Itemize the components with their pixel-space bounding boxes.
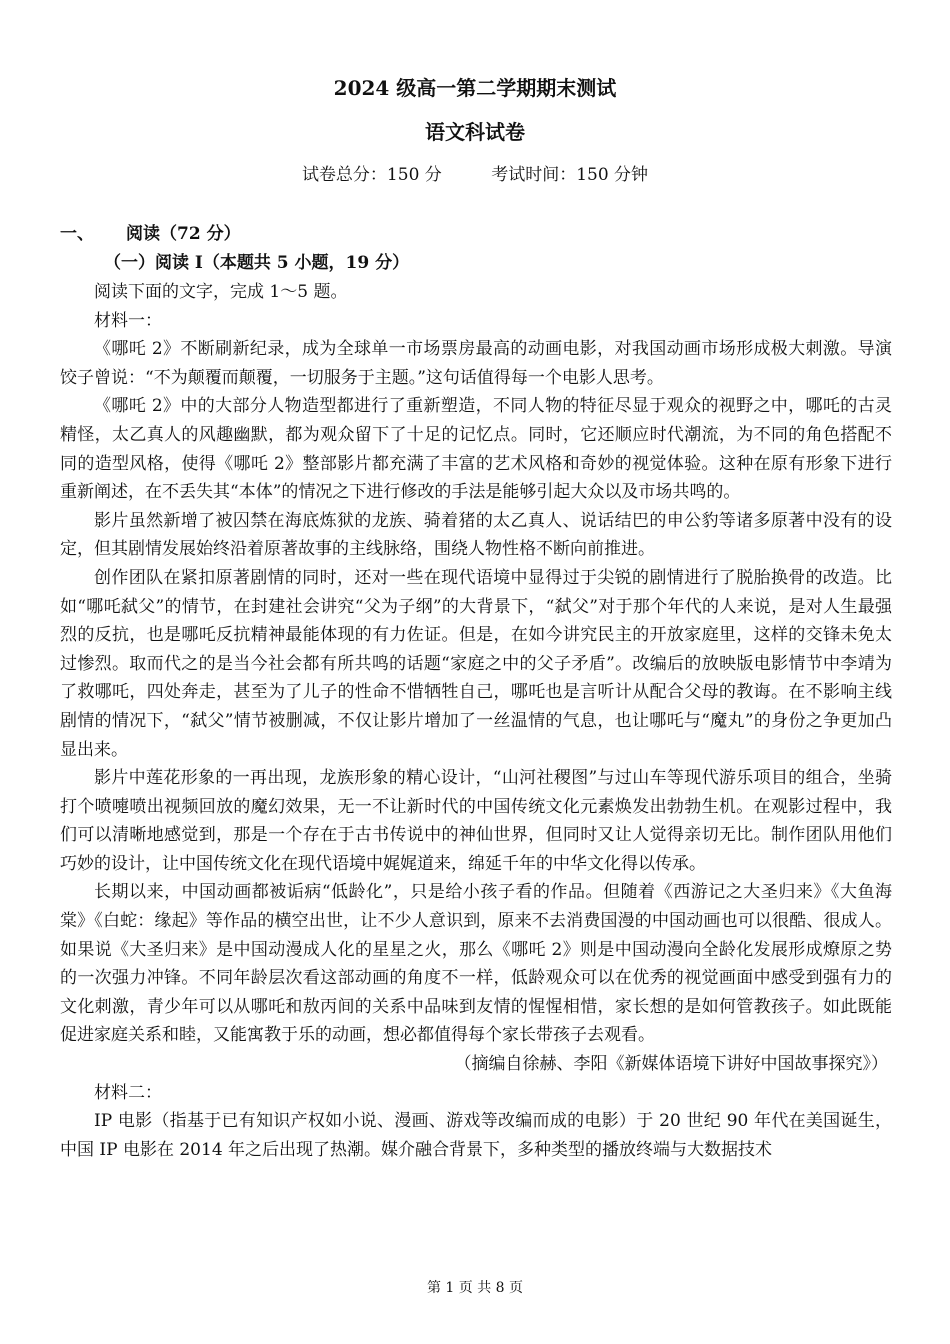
total-score: 试卷总分：150 分	[301, 165, 442, 185]
material1-source: （摘编自徐赫、李阳《新媒体语境下讲好中国故事探究》）	[454, 1054, 888, 1075]
section-heading	[60, 219, 241, 244]
paragraph: 长期以来，中国动画都被诟病“低龄化”，只是给小孩子看的作品。但随着《西游记之大圣归来》《大鱼海棠》《白蛇：缘起》等作品的横空出世，让不少人意识到，原来不去消费国漫的中国动画也可以很酷、很成人。如果说《大圣归来》是中国动漫成人化的星星之火，那么《哪吒 2》则是中国动漫向全龄化发展形成燎原之势的一次强力冲锋。不同年龄层次看这部动画的角度不一样，低龄观众可以在优秀的视觉画面中感受到强有力的文化刺激，青少年可以从哪吒和敖丙间的关系中品味到友情的惺惺相惜，家长想的是如何管教孩子。如此既能促进家庭关系和睦，又能寓教于乐的动画，想必都值得每个家长带孩子去观看。	[60, 882, 892, 1046]
exam-time: 考试时间：150 分钟	[491, 165, 649, 185]
instruction: 阅读下面的文字，完成 1～5 题。	[94, 282, 348, 302]
paragraph: 影片中莲花形象的一再出现，龙族形象的精心设计，“山河社稷图”与过山车等现代游乐项目的组合，坐骑打个喷嚏喷出视频回放的魔幻效果，无一不让新时代的中国传统文化元素焕发出勃勃生机。在观影过程中，我们可以清晰地感觉到，那是一个存在于古书传说中的神仙世界，但同时又让人觉得亲切无比。制作团队用他们巧妙的设计，让中国传统文化在现代语境中娓娓道来，绵延千年的中华文化得以传承。	[60, 768, 892, 874]
paragraph: IP 电影（指基于已有知识产权如小说、漫画、游戏等改编而成的电影）于 20 世纪 90 年代在美国诞生，中国 IP 电影在 2014 年之后出现了热潮。媒介融合背景下，多种类型的播放终端与大数据技术	[60, 1111, 892, 1160]
material2-label: 材料二：	[94, 1082, 162, 1103]
paragraph: 影片虽然新增了被囚禁在海底炼狱的龙族、骑着猪的太乙真人、说话结巴的申公豹等诸多原著中没有的设定，但其剧情发展始终沿着原著故事的主线脉络，围绕人物性格不断向前推进。	[60, 510, 892, 560]
exam-title: 2024 级高一第二学期期末测试	[333, 76, 617, 100]
paragraph: 创作团队在紧扣原著剧情的同时，还对一些在现代语境中显得过于尖锐的剧情进行了脱胎换骨的改造。比如“哪吒弑父”的情节，在封建社会讲究“父为子纲”的大背景下，“弑父”对于那个年代的人来说，是对人生最强烈的反抗，也是哪吒反抗精神最能体现的有力佐证。但是，在如今讲究民主的开放家庭里，这样的交锋未免太过惨烈。取而代之的是当今社会都有所共鸣的话题“家庭之中的父子矛盾”。改编后的放映版电影情节中李靖为了救哪吒，四处奔走，甚至为了儿子的性命不惜牺牲自己，哪吒也是言听计从配合父母的教诲。在不影响主线剧情的情况下，“弑父”情节被删减，不仅让影片增加了一丝温情的气息，也让哪吒与“魔丸”的身份之争更加凸显出来。	[60, 567, 892, 760]
section-label: 阅读（72 分）	[126, 224, 241, 244]
section-number: 一、	[60, 224, 94, 244]
paragraph: 《哪吒 2》不断刷新纪录，成为全球单一市场票房最高的动画电影，对我国动画市场形成极大刺激。导演饺子曾说：“不为颠覆而颠覆，一切服务于主题。”这句话值得每一个电影人思考。	[60, 339, 892, 388]
page-number: 第 1 页 共 8 页	[426, 1280, 524, 1296]
exam-subtitle: 语文科试卷	[425, 120, 525, 144]
paragraph: 《哪吒 2》中的大部分人物造型都进行了重新塑造，不同人物的特征尽显于观众的视野之中，哪吒的古灵精怪，太乙真人的风趣幽默，都为观众留下了十足的记忆点。同时，它还顺应时代潮流，为不同的角色搭配不同的造型风格，使得《哪吒 2》整部影片都充满了丰富的艺术风格和奇妙的视觉体验。这种在原有形象下进行重新阐述，在不丢失其“本体”的情况之下进行修改的手法是能够引起大众以及市场共鸣的。	[60, 396, 892, 503]
subsection-heading: （一）阅读 I（本题共 5 小题，19 分）	[104, 253, 410, 273]
reading-body	[60, 278, 892, 1164]
exam-meta	[0, 160, 950, 185]
material1-label: 材料一：	[94, 310, 162, 331]
